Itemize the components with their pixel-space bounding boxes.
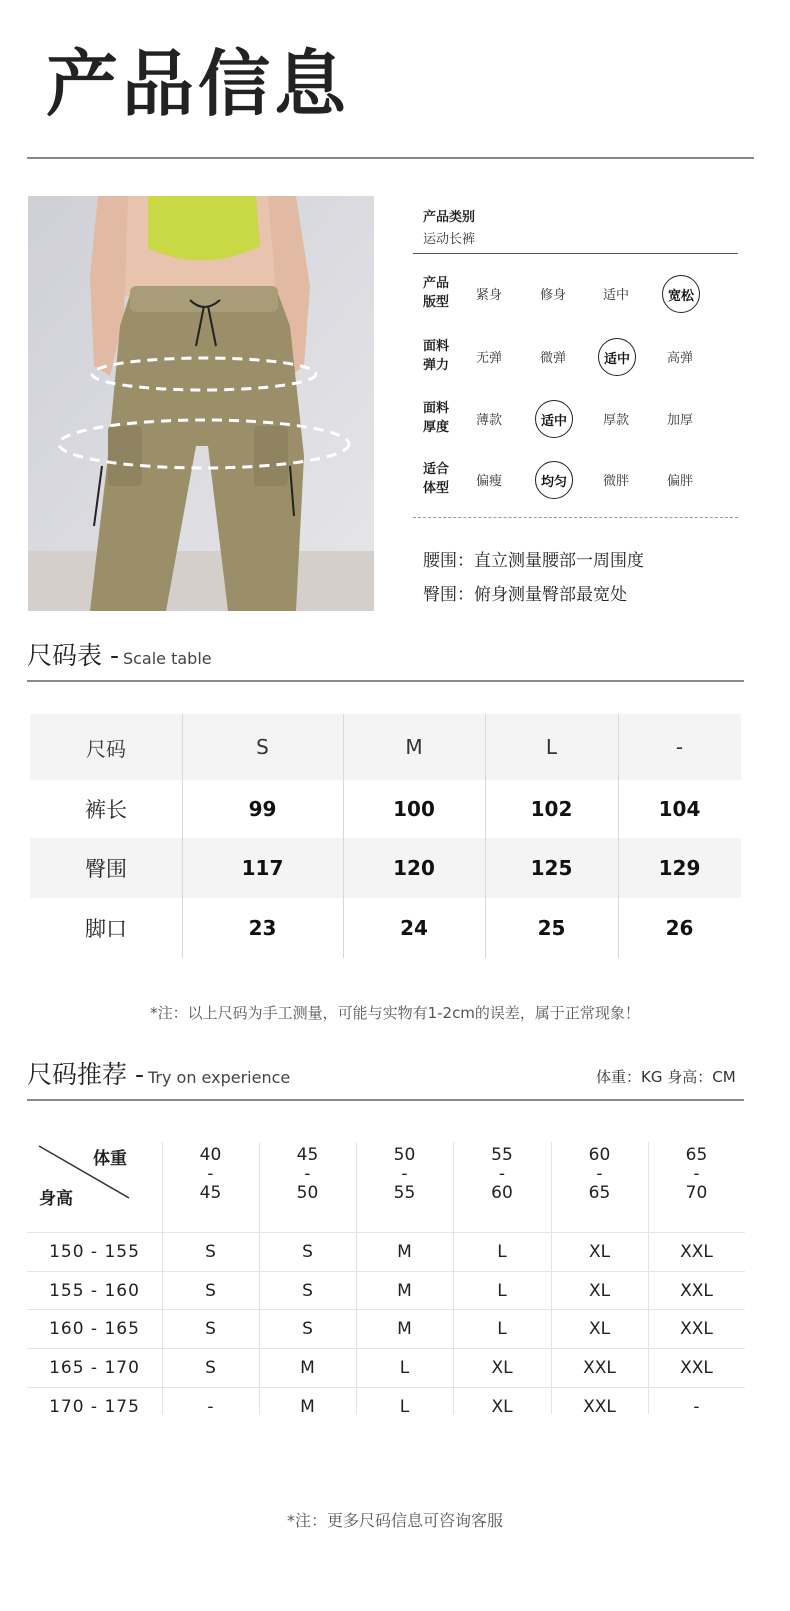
footer-note: *注：更多尺码信息可咨询客服 — [286, 1511, 503, 1530]
size-cell: XL — [588, 1281, 611, 1301]
size-cell: S — [205, 1281, 216, 1301]
attribute-row — [413, 399, 738, 449]
attribute-label-line: 面料 — [423, 339, 450, 354]
height-range: 165 - 170 — [49, 1358, 140, 1378]
recommend-title — [27, 1055, 290, 1091]
table-header-cell: 尺码 — [86, 736, 126, 761]
attribute-option-selected: 适中 — [535, 400, 573, 438]
weight-to: 65 — [588, 1183, 611, 1203]
size-cell: XXL — [680, 1242, 713, 1262]
attribute-label — [423, 274, 457, 312]
product-photo — [28, 196, 374, 611]
height-range: 150 - 155 — [49, 1242, 140, 1262]
weight-dash: - — [401, 1164, 408, 1184]
weight-header — [356, 1146, 453, 1203]
table-header-cell: M — [405, 735, 423, 759]
size-cell: S — [302, 1242, 313, 1262]
size-cell: XL — [491, 1358, 513, 1378]
recommend-title-text: 尺码推荐 - — [27, 1060, 144, 1089]
pants-illustration — [28, 196, 374, 611]
weight-dash: - — [596, 1164, 603, 1184]
weight-dash: - — [498, 1164, 506, 1184]
size-cell: - — [207, 1397, 214, 1417]
weight-from: 45 — [296, 1145, 319, 1165]
table-cell: 102 — [530, 797, 573, 821]
size-cell: L — [497, 1242, 507, 1262]
size-cell: - — [693, 1397, 700, 1417]
size-cell: L — [399, 1358, 410, 1378]
corner-weight-label: 体重 — [93, 1149, 127, 1169]
size-cell: L — [497, 1319, 507, 1339]
corner-cell — [27, 1142, 162, 1230]
weight-to: 50 — [296, 1183, 319, 1203]
attribute-option: 加厚 — [666, 412, 693, 428]
weight-from: 50 — [393, 1145, 416, 1165]
weight-header — [259, 1146, 356, 1203]
size-cell: L — [399, 1397, 410, 1417]
attribute-row — [413, 274, 738, 324]
weight-dash: - — [693, 1164, 700, 1184]
table-row-label: 臀围 — [85, 857, 127, 881]
attribute-option-selected: 适中 — [598, 338, 636, 376]
size-cell: XXL — [583, 1397, 616, 1417]
size-table-title-text: 尺码表 - — [27, 641, 119, 670]
table-cell: 23 — [248, 916, 277, 940]
size-table-divider — [27, 680, 744, 682]
attribute-label-line: 弹力 — [423, 358, 450, 373]
table-cell: 125 — [530, 856, 573, 880]
weight-to: 45 — [199, 1183, 222, 1203]
size-cell: XL — [588, 1319, 611, 1339]
table-cell: 26 — [665, 916, 694, 940]
attribute-option-selected: 均匀 — [535, 461, 573, 499]
weight-header — [551, 1146, 648, 1203]
weight-dash: - — [207, 1164, 214, 1184]
attribute-label — [423, 337, 457, 375]
size-table-title — [27, 636, 212, 672]
attribute-option: 偏胖 — [666, 473, 693, 489]
attribute-option: 偏瘦 — [475, 473, 502, 489]
size-cell: XL — [491, 1397, 513, 1417]
weight-from: 55 — [491, 1145, 513, 1165]
attribute-label-line: 厚度 — [423, 420, 450, 435]
corner-height-label: 身高 — [39, 1189, 73, 1209]
attribute-option: 紧身 — [475, 287, 502, 303]
category-divider — [413, 253, 738, 254]
table-header-cell: L — [545, 735, 558, 759]
size-cell: S — [205, 1242, 216, 1262]
table-cell: 120 — [393, 856, 435, 880]
weight-dash: - — [304, 1164, 311, 1184]
weight-from: 40 — [199, 1145, 222, 1165]
attribute-label-line: 面料 — [423, 401, 450, 416]
attribute-option: 修身 — [539, 287, 566, 303]
size-cell: M — [300, 1358, 315, 1378]
attribute-option-selected: 宽松 — [662, 275, 700, 313]
size-cell: XXL — [583, 1358, 616, 1378]
weight-to: 70 — [685, 1183, 708, 1203]
table-row-label: 裤长 — [85, 798, 127, 822]
attribute-label-line: 适合 — [423, 462, 450, 477]
weight-to: 55 — [393, 1183, 416, 1203]
table-header-cell: - — [675, 735, 684, 759]
size-cell: XXL — [680, 1281, 713, 1301]
attribute-option: 厚款 — [602, 412, 629, 428]
size-cell: S — [302, 1281, 313, 1301]
size-cell: M — [397, 1281, 412, 1301]
table-cell: 24 — [400, 916, 428, 940]
size-cell: S — [302, 1319, 313, 1339]
size-cell: M — [397, 1242, 412, 1262]
weight-from: 60 — [588, 1145, 611, 1165]
weight-header — [648, 1146, 745, 1203]
weight-from: 65 — [685, 1145, 708, 1165]
size-cell: XXL — [680, 1319, 713, 1339]
category-label: 产品类别 — [423, 210, 476, 225]
size-cell: M — [300, 1397, 315, 1417]
table-cell: 99 — [248, 797, 277, 821]
waist-note: 腰围：直立测量腰部一周围度 — [423, 551, 644, 571]
attribute-option: 高弹 — [666, 350, 693, 366]
attribute-option: 适中 — [602, 287, 629, 303]
attribute-row — [413, 337, 738, 387]
title-divider — [27, 157, 754, 159]
size-cell: M — [397, 1319, 412, 1339]
attribute-label-line: 产品 — [423, 276, 450, 291]
table-cell: 117 — [241, 856, 284, 880]
size-cell: S — [205, 1358, 216, 1378]
table-cell: 129 — [658, 856, 701, 880]
attribute-option: 无弹 — [475, 350, 502, 366]
table-row-label: 脚口 — [85, 917, 127, 941]
height-range: 170 - 175 — [49, 1397, 140, 1417]
size-table-note: *注：以上尺码为手工测量，可能与实物有1-2cm的误差，属于正常现象！ — [150, 1004, 640, 1022]
attribute-option: 微胖 — [602, 473, 629, 489]
height-range: 155 - 160 — [49, 1281, 140, 1301]
table-header-cell: S — [256, 735, 269, 759]
table-cell: 100 — [393, 797, 435, 821]
attribute-row — [413, 460, 738, 510]
size-table-subtitle: Scale table — [122, 649, 212, 668]
dashed-divider — [413, 517, 738, 518]
attribute-option: 微弹 — [539, 350, 566, 366]
weight-header — [162, 1146, 259, 1203]
table-cell: 104 — [658, 797, 701, 821]
attribute-label-line: 体型 — [423, 481, 450, 496]
attribute-label-line: 版型 — [423, 295, 450, 310]
attribute-label — [423, 460, 457, 498]
size-cell: XXL — [680, 1358, 713, 1378]
attribute-label — [423, 399, 457, 437]
page-title: 产品信息 — [46, 42, 351, 126]
weight-header — [453, 1146, 551, 1203]
table-cell: 25 — [537, 916, 566, 940]
size-cell: XL — [588, 1242, 611, 1262]
recommend-subtitle: Try on experience — [147, 1068, 291, 1087]
height-range: 160 - 165 — [49, 1319, 140, 1339]
category-value: 运动长裤 — [423, 232, 476, 247]
size-cell: S — [205, 1319, 216, 1339]
weight-to: 60 — [491, 1183, 513, 1203]
attribute-option: 薄款 — [475, 412, 502, 428]
size-cell: L — [497, 1281, 507, 1301]
hip-note: 臀围：俯身测量臀部最宽处 — [423, 585, 627, 605]
recommend-divider — [27, 1099, 744, 1101]
unit-note: 体重：KG 身高：CM — [596, 1068, 736, 1086]
